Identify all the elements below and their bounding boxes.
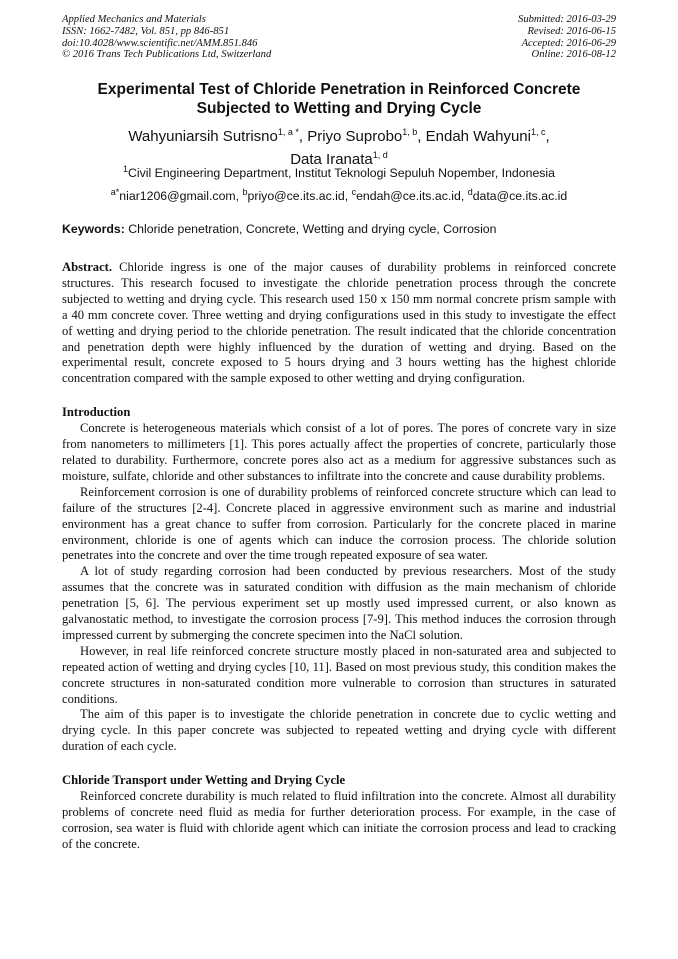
email-link[interactable]: niar1206@gmail.com, bbox=[119, 189, 243, 204]
sep: , bbox=[545, 128, 550, 145]
title-line: Subjected to Wetting and Drying Cycle bbox=[196, 100, 482, 117]
paper-body bbox=[62, 260, 616, 853]
author-sup: 1, b bbox=[402, 127, 418, 137]
paragraph: Reinforcement corrosion is one of durability problems of reinforced concrete structure which can lead to failure of the structures [2-4]. Concrete placed in aggressive environment such as marine and industrial environment has a great chance to suffer from corrosion. Particularly for the concrete placed in marine environment, chloride is one of agents which can induce the corrosion process. The chloride solution penetrates into the concrete and over the time trough repeated exposure of sea water. bbox=[62, 484, 616, 563]
paragraph: Concrete is heterogeneous materials which consist of a lot of pores. The pores of concrete vary in size from nanometers to millimeters [1]. This pores actually affect the properties of concrete, particularly those related to durability. Furthermore, concrete pores also act as a medium for aggressive substances such as moisture, sulfate, chloride and other substances to infiltrate into the concrete and cause durability problems. bbox=[62, 421, 616, 483]
author-list bbox=[62, 123, 616, 169]
affil-text: Civil Engineering Department, Institut Teknologi Sepuluh Nopember, Indonesia bbox=[128, 166, 556, 181]
email-list bbox=[62, 187, 616, 203]
email-sup: d bbox=[467, 187, 473, 197]
author: Priyo Suprobo bbox=[307, 128, 403, 145]
paragraph: However, in real life reinforced concrete structure mostly placed in non-saturated area and subjected to repeated action of wetting and drying cycles [10, 11]. Based on most previous study, this condition makes the concrete structures in non-saturated condition more vulnerable to corrosion than structures in saturated conditions. bbox=[62, 643, 616, 706]
email-link[interactable]: priyo@ce.its.ac.id, bbox=[247, 189, 352, 204]
email-link[interactable]: endah@ce.its.ac.id, bbox=[356, 189, 468, 204]
author-sup: 1, a * bbox=[277, 127, 299, 137]
copyright: © 2016 Trans Tech Publications Ltd, Switzerland bbox=[62, 49, 272, 61]
sep: , bbox=[298, 128, 308, 145]
author: Wahyuniarsih Sutrisno bbox=[128, 128, 278, 145]
revised-date: Revised: 2016-06-15 bbox=[527, 25, 616, 37]
paragraph: A lot of study regarding corrosion had been conducted by previous researchers. Most of the study assumes that the concrete was in saturated condition with diffusion as the main mechanism of chloride penetration [5, 6]. The pervious experiment set up mostly used impressed current, or also known as galvanostatic method, to investigate the corrosion process [7-9]. This method induces the corrosion through impressed current by submerging the concrete specimen into the NaCl solution. bbox=[62, 564, 616, 642]
sep: , bbox=[417, 128, 426, 145]
title-line: Experimental Test of Chloride Penetration in Reinforced Concrete bbox=[97, 81, 581, 98]
author: Data Iranata bbox=[290, 151, 373, 168]
doi: doi:10.4028/www.scientific.net/AMM.851.846 bbox=[62, 37, 258, 49]
online-date: Online: 2016-08-12 bbox=[531, 49, 616, 61]
section-heading: Chloride Transport under Wetting and Drying Cycle bbox=[62, 773, 346, 788]
section-heading: Introduction bbox=[62, 405, 131, 420]
journal-info bbox=[62, 14, 271, 61]
paragraph: The aim of this paper is to investigate the chloride penetration in concrete due to cyclic wetting and drying cycle. In this paper concrete was subjected to repeated wetting and drying cycle with different duration of each cycle. bbox=[62, 707, 616, 754]
email-link[interactable]: data@ce.its.ac.id bbox=[472, 189, 568, 204]
affiliation bbox=[62, 164, 616, 180]
keywords-text: Chloride penetration, Concrete, Wetting and drying cycle, Corrosion bbox=[124, 222, 497, 236]
email-sup: a* bbox=[110, 187, 120, 197]
author: Endah Wahyuni bbox=[425, 128, 531, 145]
issn: ISSN: 1662-7482, Vol. 851, pp 846-851 bbox=[62, 25, 230, 37]
affil-sup: 1 bbox=[122, 164, 128, 174]
abstract bbox=[62, 260, 616, 387]
accepted-date: Accepted: 2016-06-29 bbox=[521, 37, 616, 49]
paper-title bbox=[62, 80, 616, 118]
paragraph: Reinforced concrete durability is much related to fluid infiltration into the concrete. Almost all durability problems of concrete need fluid as media for further deterioration process. For example, in the case of corrosion, sea water is fluid with chloride agent which can initiate the corrosion process and lead to cracking of the concrete. bbox=[62, 789, 616, 851]
submitted-date: Submitted: 2016-03-29 bbox=[518, 14, 616, 25]
dates-info bbox=[518, 14, 616, 61]
keywords-label: Keywords: bbox=[62, 222, 125, 236]
email-sup: c bbox=[351, 187, 357, 197]
journal-name: Applied Mechanics and Materials bbox=[62, 14, 206, 25]
keywords bbox=[62, 222, 616, 236]
abstract-label: Abstract. bbox=[62, 260, 113, 274]
abstract-text: Chloride ingress is one of the major causes of durability problems in reinforced concrete structures. This research focused to investigate the chloride penetration process through the concrete subjected to wetting and drying cycle. This research used 150 x 150 mm normal concrete prism sample with a 40 mm concrete cover. Three wetting and drying configurations used in this study to investigate the effect of wetting and drying period to the chloride penetration. The result indicated that the chloride concentration and penetration depth were highly influenced by the duration of wetting and drying. Based on the experimental result, concrete exposed to 5 hours drying and 3 hours wetting has the highest chloride concentration compared with the sample exposed to other wetting and drying configuration. bbox=[62, 260, 616, 386]
author-sup: 1, d bbox=[372, 150, 388, 160]
email-sup: b bbox=[242, 187, 248, 197]
author-sup: 1, c bbox=[530, 127, 546, 137]
